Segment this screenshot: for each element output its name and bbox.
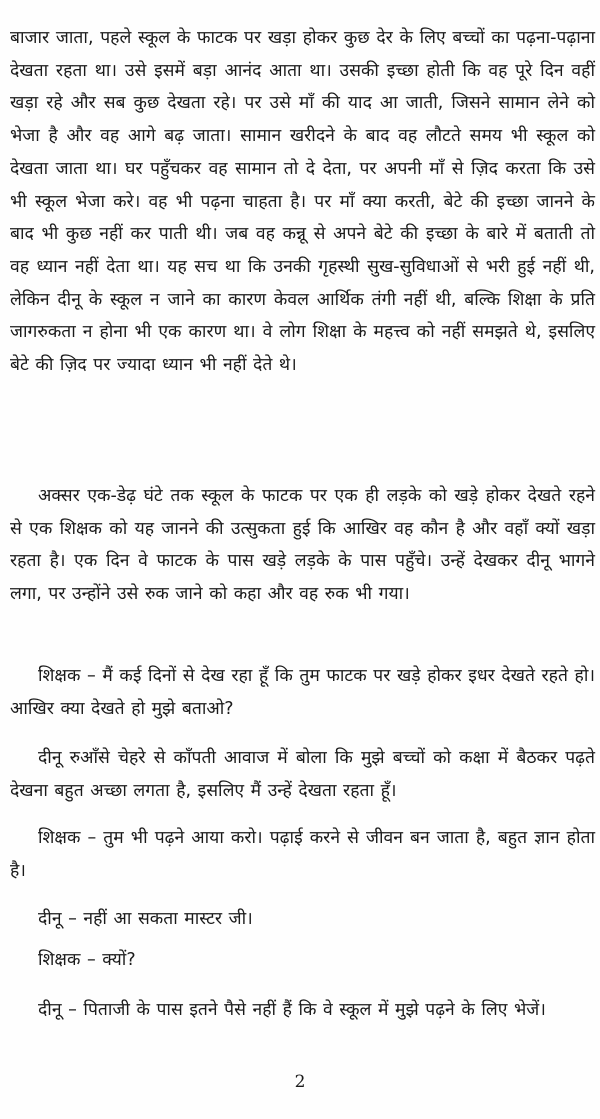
paragraph-7-teacher-why: शिक्षक – क्यों? (38, 950, 136, 970)
paragraph-3-teacher-question: शिक्षक – मैं कई दिनों से देख रहा हूँ कि तुम फाटक पर खड़े होकर इधर देखते रहते हो। आखिर क्या देखते हो मुझे बताओ? (10, 666, 595, 719)
paragraph-1: बाजार जाता, पहले स्कूल के फाटक पर खड़ा होकर कुछ देर के लिए बच्चों का पढ़ना-पढ़ाना देखता रहता था। उसे इसमें बड़ा आनंद आता था। उसकी इच्छा होती कि वह पूरे दिन वहीं खड़ा रहे और सब कुछ देखता रहे। पर उसे माँ की याद आ जाती, जिसने सामान लेने को भेजा है और वह आगे बढ़ जाता। सामान खरीदने के बाद वह लौटते समय भी स्कूल को देखता जाता था। घर पहुँचकर वह सामान तो दे देता, पर अपनी माँ से ज़िद करता कि उसे भी स्कूल भेजा करे। वह भी पढ़ना चाहता है। पर माँ क्या करती, बेटे की इच्छा जानने के बाद भी कुछ नहीं कर पाती थी। जब वह कन्नू से अपने बेटे की इच्छा के बारे में बताती तो वह ध्यान नहीं देता था। यह सच था कि उनकी गृहस्थी सुख-सुविधाओं से भरी हुई नहीं थी, लेकिन दीनू के स्कूल न जाने का कारण केवल आर्थिक तंगी नहीं थी, बल्कि शिक्षा के प्रति जागरुकता न होना भी एक कारण था। वे लोग शिक्षा के महत्त्व को नहीं समझते थे, इसलिए बेटे की ज़िद पर ज्यादा ध्यान भी नहीं देते थे। (10, 28, 595, 376)
paragraph-4-dinu-reply: दीनू रुआँसे चेहरे से काँपती आवाज में बोला कि मुझे बच्चों को कक्षा में बैठकर पढ़ते देखना बहुत अच्छा लगता है, इसलिए मैं उन्हें देखता रहता हूँ। (10, 748, 595, 801)
paragraph-2: अक्सर एक-डेढ़ घंटे तक स्कूल के फाटक पर एक ही लड़के को खड़े होकर देखते रहने से एक शिक्षक को यह जानने की उत्सुकता हुई कि आखिर वह कौन है और वहाँ क्यों खड़ा रहता है। एक दिन वे फाटक के पास खड़े लड़के के पास पहुँचे। उन्हें देखकर दीनू भागने लगा, पर उन्होंने उसे रुक जाने को कहा और वह रुक भी गया। (10, 486, 595, 604)
paragraph-5-teacher-advice: शिक्षक – तुम भी पढ़ने आया करो। पढ़ाई करने से जीवन बन जाता है, बहुत ज्ञान होता है। (10, 828, 595, 881)
page-number: 2 (294, 1072, 306, 1092)
paragraph-6-dinu-refusal: दीनू – नहीं आ सकता मास्टर जी। (38, 909, 253, 929)
paragraph-8-dinu-reason: दीनू – पिताजी के पास इतने पैसे नहीं हैं कि वे स्कूल में मुझे पढ़ने के लिए भेजें। (38, 1000, 546, 1020)
